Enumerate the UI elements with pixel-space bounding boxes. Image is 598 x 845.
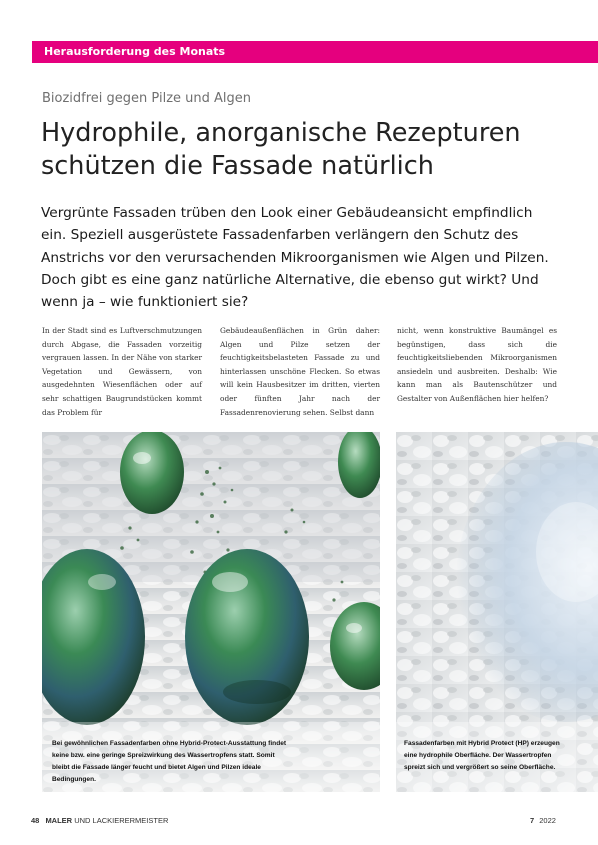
article-kicker: Biozidfrei gegen Pilze und Algen [42, 91, 252, 106]
footer-issue [530, 816, 556, 825]
rubric-label: Herausforderung des Monats [44, 45, 226, 58]
article-lead: Vergrünte Fassaden trüben den Look einer Gebäudeansicht empfindlich ein. Speziell ausgerüstete Fassadenfarben verlängern den Schutz des Anstrichs vor den verursachenden Mikroorganismen wie Algen und Pilzen. Doch gibt es eine ganz natürliche Alternative, die ebenso gut wirkt? Und wenn ja – wie funktioniert sie? [41, 205, 549, 311]
body-column-1: In der Stadt sind es Luftverschmutzungen durch Abgase, die Fassaden vorzeitig vergrauen lassen. In der Nähe von starker Vegetation und Gewässern, von ausgedehnten Wiesenflächen oder auf sehr schattigen Baugrundstücken kommt das Problem für [42, 326, 202, 417]
article-headline: Hydrophile, anorganische Rezepturen schützen die Fassade natürlich [41, 118, 521, 181]
magazine-name-rest: UND LACKIERERMEISTER [74, 816, 169, 825]
rubric-bar [32, 41, 598, 63]
footer-folio [31, 816, 168, 825]
body-column-2: Gebäudeaußenflächen in Grün daher: Algen und Pilze setzen der feuchtigkeitsbelasteten Fassade zu und hinterlassen unschöne Flecken. So etwas will kein Hausbesitzer im dritten, vierten oder fünften Jahr nach der Fassadenrenovierung sehen. Selbst dann [220, 326, 380, 417]
issue-number: 7 [530, 816, 535, 825]
magazine-name-bold: MALER [45, 816, 73, 825]
figure-1-caption: Bei gewöhnlichen Fassadenfarben ohne Hybrid-Protect-Ausstattung findet keine bzw. eine geringe Spreizwirkung des Wassertropfens statt. Somit bleibt die Fassade länger feucht und bietet Algen und Pilzen ideale Bedingungen. [52, 740, 287, 783]
page-number: 48 [31, 816, 40, 825]
issue-year: 2022 [539, 816, 556, 825]
figure-2-caption: Fassadenfarben mit Hybrid Protect (HP) erzeugen eine hydrophile Oberfläche. Der Wassertropfen spreizt sich und vergrößert so seine Oberfläche. [404, 740, 560, 771]
body-column-3: nicht, wenn konstruktive Baumängel es begünstigen, dass sich die feuchtigkeitsliebenden Mikroorganismen ansiedeln und ausbreiten. Deshalb: Wie kann man als Bautenschützer und Gestalter von Außenflächen hier helfen? [397, 326, 557, 403]
